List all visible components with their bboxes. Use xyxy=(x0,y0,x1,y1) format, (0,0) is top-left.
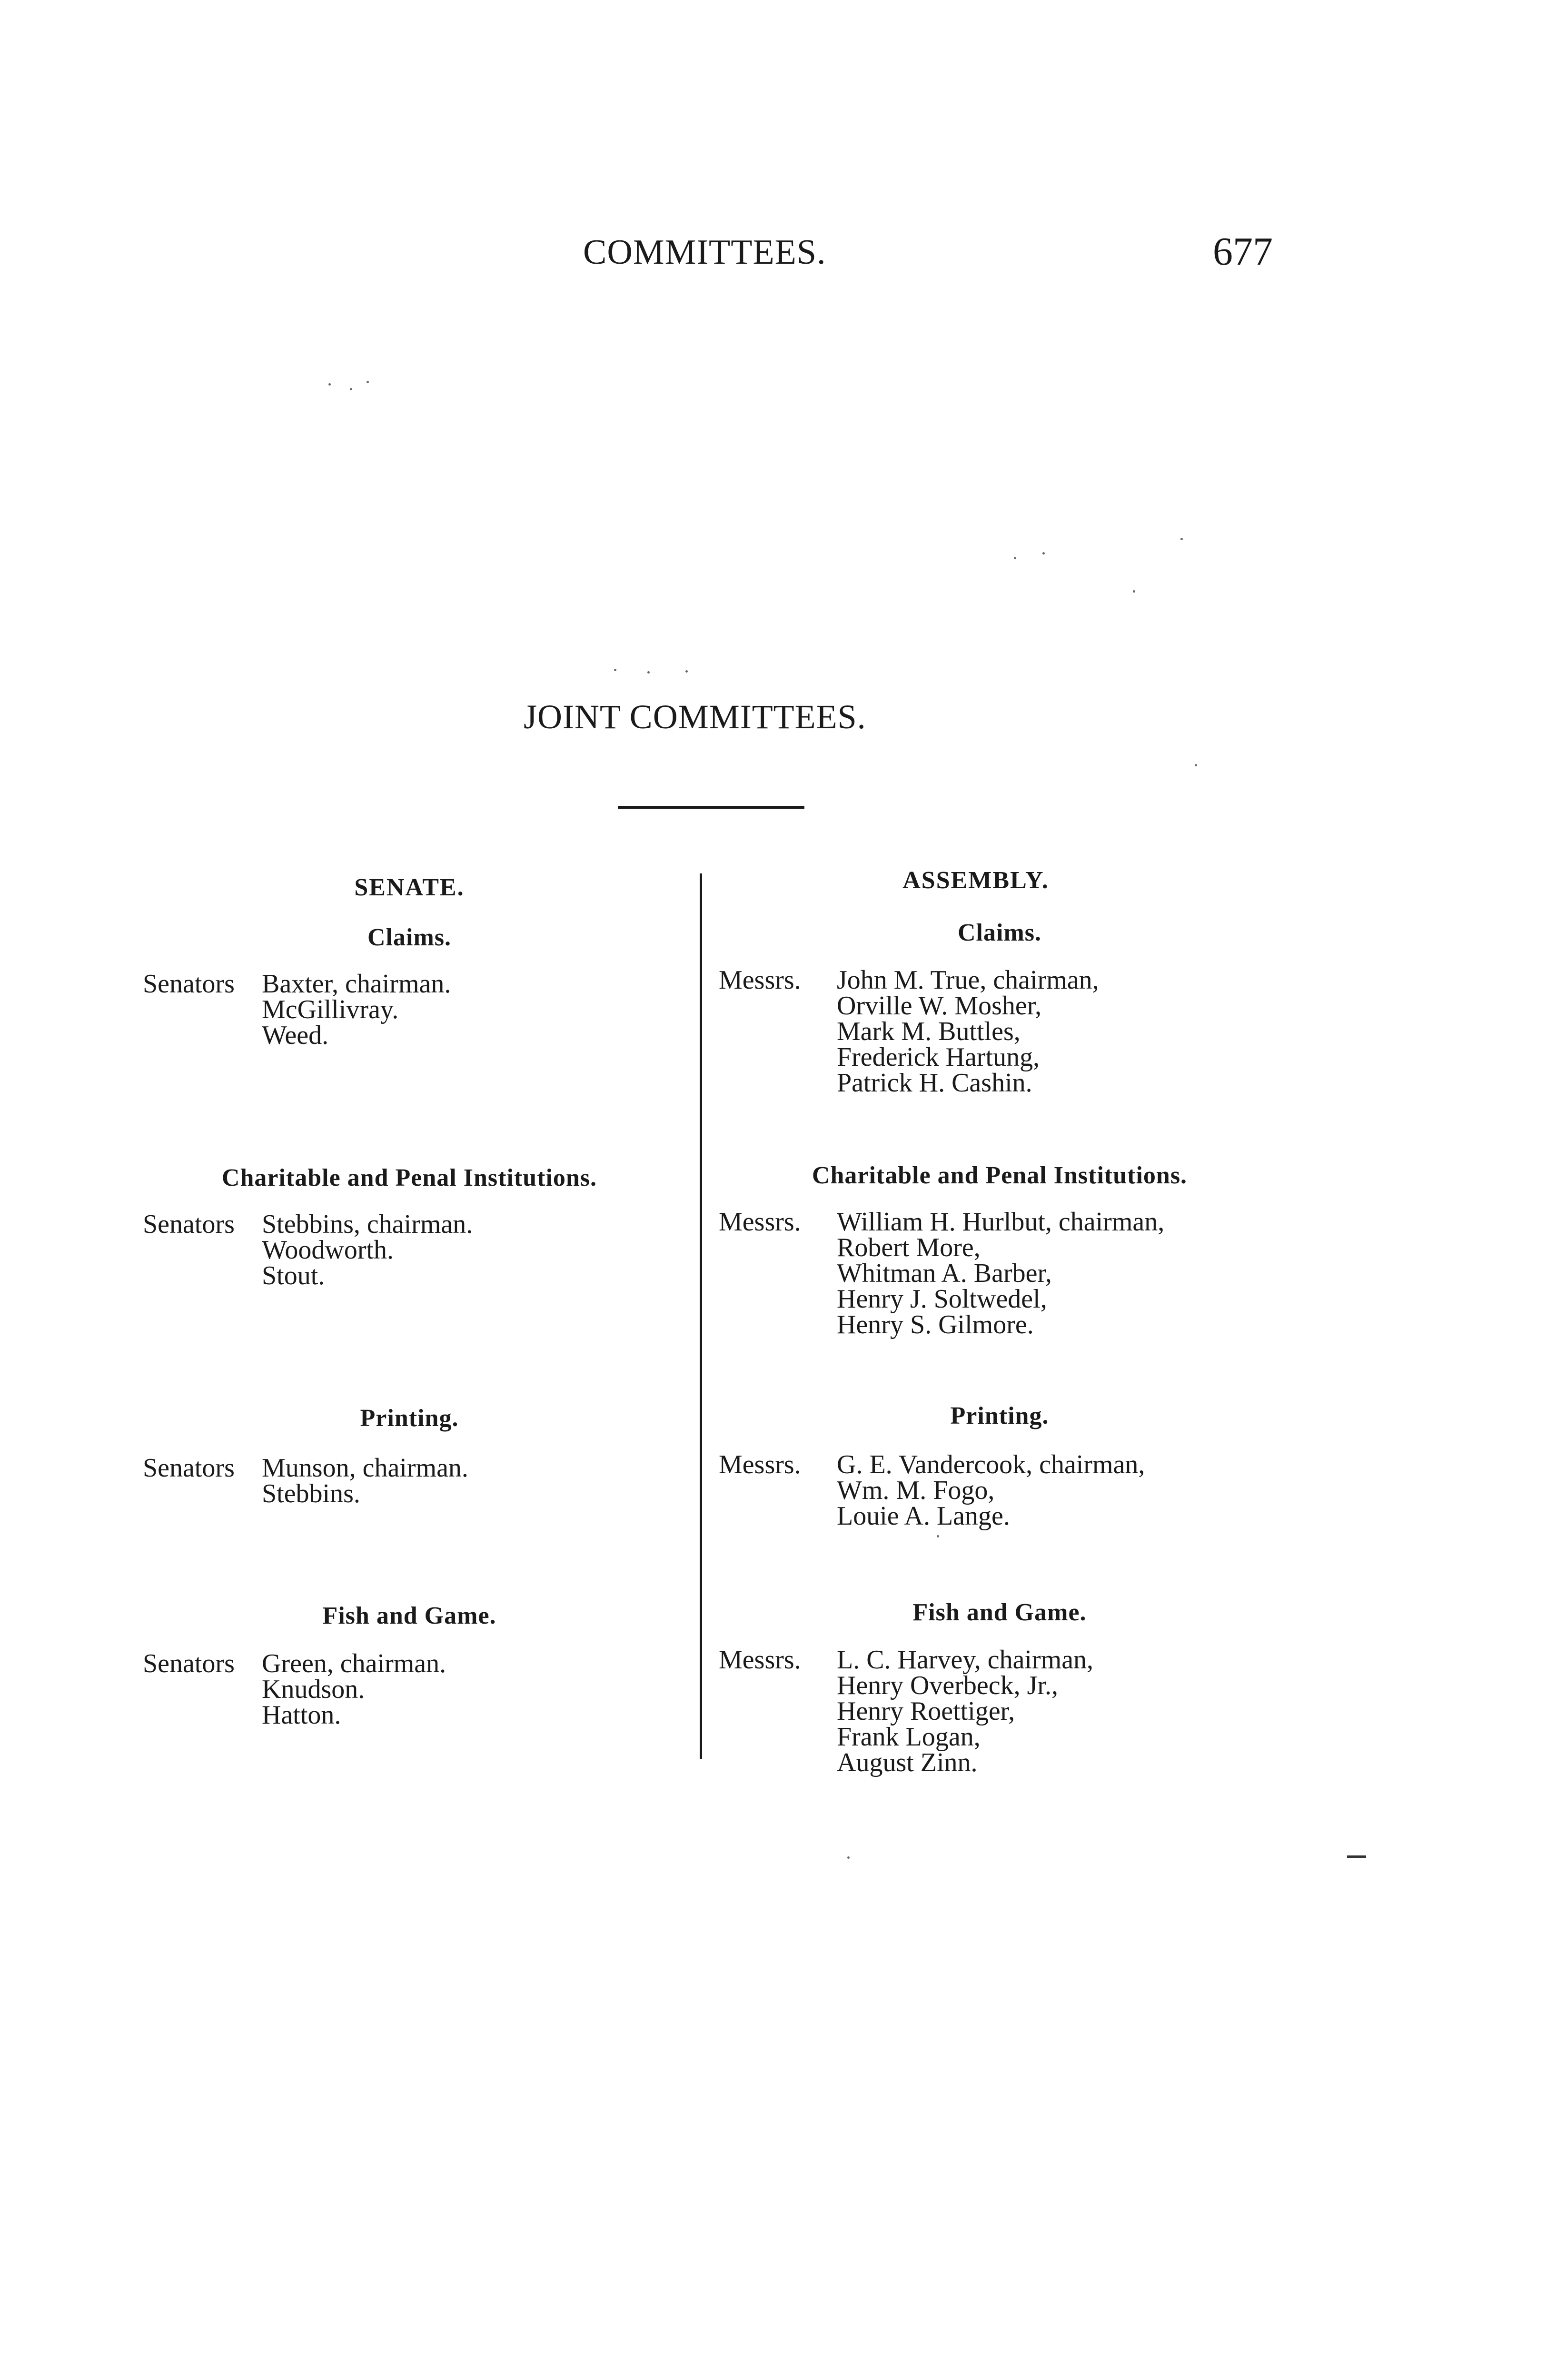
senate-header: SENATE. xyxy=(354,874,465,901)
assembly-claims-members xyxy=(719,965,1099,1098)
title-rule xyxy=(618,806,804,809)
member-list xyxy=(837,1647,1093,1775)
member-list xyxy=(262,971,451,1048)
member-name: August Zinn. xyxy=(837,1748,978,1777)
member-name: Henry Roettiger, xyxy=(837,1696,1015,1726)
member-name: Wm. M. Fogo, xyxy=(837,1476,995,1505)
member-name: Knudson. xyxy=(262,1675,365,1704)
member-list xyxy=(837,1452,1145,1529)
messrs-prefix: Messrs. xyxy=(719,1207,801,1237)
member-list xyxy=(837,1209,1164,1338)
assembly-printing-members xyxy=(719,1450,1145,1531)
scan-speck xyxy=(328,383,331,386)
scan-speck xyxy=(847,1856,850,1859)
assembly-charitable-members xyxy=(719,1207,1165,1339)
member-name: Frank Logan, xyxy=(837,1722,981,1752)
assembly-printing-heading: Printing. xyxy=(950,1402,1049,1429)
member-name: William H. Hurlbut, chairman, xyxy=(837,1207,1165,1237)
scan-speck xyxy=(1133,590,1135,593)
member-name: Frederick Hartung, xyxy=(837,1042,1040,1072)
senators-prefix: Senators xyxy=(143,1649,235,1678)
member-name: L. C. Harvey, chairman, xyxy=(837,1645,1094,1675)
member-name: Whitman A. Barber, xyxy=(837,1259,1052,1288)
member-name: G. E. Vandercook, chairman, xyxy=(837,1450,1145,1479)
assembly-header: ASSEMBLY. xyxy=(902,867,1049,894)
member-name: Stebbins. xyxy=(262,1479,360,1508)
senate-fish-game-members xyxy=(143,1649,446,1730)
member-name: Henry J. Soltwedel, xyxy=(837,1284,1047,1314)
section-title: JOINT COMMITTEES. xyxy=(524,698,866,736)
scan-mark xyxy=(1347,1855,1366,1858)
scan-speck xyxy=(647,671,650,674)
member-list xyxy=(262,1211,473,1289)
member-name: Hatton. xyxy=(262,1700,341,1730)
scan-speck xyxy=(614,669,616,671)
senate-claims-heading: Claims. xyxy=(367,924,451,951)
senate-claims-members xyxy=(143,969,451,1050)
member-name: Henry Overbeck, Jr., xyxy=(837,1671,1058,1700)
member-name: Robert More, xyxy=(837,1233,981,1262)
scan-speck xyxy=(685,670,688,673)
senate-printing-members xyxy=(143,1453,468,1508)
member-name: Weed. xyxy=(262,1021,329,1050)
scan-speck xyxy=(1042,552,1045,555)
member-name: Stout. xyxy=(262,1261,325,1290)
scan-speck xyxy=(1180,538,1183,540)
messrs-prefix: Messrs. xyxy=(719,1645,801,1675)
senators-prefix: Senators xyxy=(143,969,235,999)
senate-charitable-heading: Charitable and Penal Institutions. xyxy=(221,1164,597,1191)
messrs-prefix: Messrs. xyxy=(719,1450,801,1479)
member-list xyxy=(837,967,1099,1096)
page-number: 677 xyxy=(1213,229,1273,274)
member-list xyxy=(262,1651,446,1728)
scan-speck xyxy=(350,388,352,390)
member-name: Munson, chairman. xyxy=(262,1453,468,1483)
senators-prefix: Senators xyxy=(143,1210,235,1239)
member-name: Baxter, chairman. xyxy=(262,969,451,999)
member-name: Henry S. Gilmore. xyxy=(837,1310,1034,1339)
assembly-fish-game-heading: Fish and Game. xyxy=(912,1599,1087,1626)
member-name: Stebbins, chairman. xyxy=(262,1210,473,1239)
member-name: Mark M. Buttles, xyxy=(837,1017,1021,1046)
member-name: Louie A. Lange. xyxy=(837,1501,1010,1531)
senate-charitable-members xyxy=(143,1210,473,1290)
member-name: John M. True, chairman, xyxy=(837,965,1099,995)
senators-prefix: Senators xyxy=(143,1453,235,1483)
scan-speck xyxy=(367,381,369,383)
assembly-claims-heading: Claims. xyxy=(958,919,1041,946)
member-name: Green, chairman. xyxy=(262,1649,446,1678)
assembly-charitable-heading: Charitable and Penal Institutions. xyxy=(812,1162,1188,1189)
senate-fish-game-heading: Fish and Game. xyxy=(322,1602,496,1629)
member-name: Woodworth. xyxy=(262,1235,394,1265)
messrs-prefix: Messrs. xyxy=(719,965,801,995)
column-divider xyxy=(700,873,702,1759)
scan-speck xyxy=(1014,557,1016,559)
senate-printing-heading: Printing. xyxy=(360,1405,459,1432)
assembly-fish-game-members xyxy=(719,1645,1094,1777)
member-name: Patrick H. Cashin. xyxy=(837,1068,1032,1098)
running-head: COMMITTEES. xyxy=(583,233,826,272)
scan-speck xyxy=(1195,764,1197,766)
scan-speck xyxy=(937,1535,939,1537)
member-list xyxy=(262,1455,468,1507)
member-name: McGillivray. xyxy=(262,995,399,1024)
member-name: Orville W. Mosher, xyxy=(837,991,1042,1021)
